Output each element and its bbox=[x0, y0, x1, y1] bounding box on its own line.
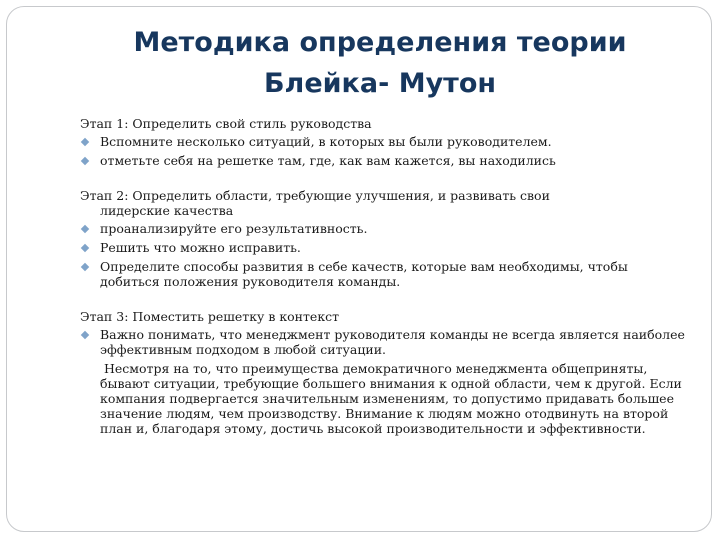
list-item-text: Решить что можно исправить. bbox=[100, 240, 301, 255]
list-item bbox=[80, 259, 685, 289]
stage-3-heading: Этап 3: Поместить решетку в контекст bbox=[80, 309, 340, 324]
diamond-bullet-icon bbox=[81, 331, 89, 339]
slide-content bbox=[80, 116, 685, 456]
stage-2 bbox=[80, 188, 685, 289]
list-item-text: Вспомните несколько ситуаций, в которых вы были руководителем. bbox=[100, 134, 552, 149]
stage-2-heading-line-2: лидерские качества bbox=[100, 203, 234, 218]
stage-1-heading: Этап 1: Определить свой стиль руководства bbox=[80, 116, 372, 131]
list-item-text: проанализируйте его результативность. bbox=[100, 221, 368, 236]
list-item-text: Определите способы развития в себе качеств, которые вам необходимы, чтобы добиться положения руководителя команды. bbox=[100, 259, 628, 289]
list-item bbox=[80, 153, 685, 168]
stage-3-note: Несмотря на то, что преимущества демократичного менеджмента общеприняты, бывают ситуации, требующие большего внимания к одной области, чем к другой. Если компания подвергается значительным изменениям, то допустимо придавать большее значение людям, чем производству. Внимание к людям можно отодвинуть на второй план и, благодаря этому, достичь высокой производительности и эффективности. bbox=[100, 361, 682, 436]
list-item bbox=[80, 240, 685, 255]
stage-2-heading bbox=[80, 188, 685, 218]
diamond-bullet-icon bbox=[81, 225, 89, 233]
list-item bbox=[80, 134, 685, 149]
list-item-text: Важно понимать, что менеджмент руководителя команды не всегда является наиболее эффективным подходом в любой ситуации. bbox=[100, 327, 685, 357]
slide-title-line-1: Методика определения теории bbox=[133, 27, 627, 58]
stage-2-heading-line-1: Этап 2: Определить области, требующие улучшения, и развивать свои bbox=[80, 188, 550, 203]
diamond-bullet-icon bbox=[81, 244, 89, 252]
slide-title bbox=[100, 22, 660, 104]
stage-1 bbox=[80, 116, 685, 168]
list-item bbox=[80, 221, 685, 236]
diamond-bullet-icon bbox=[81, 157, 89, 165]
slide-title-line-2: Блейка- Мутон bbox=[263, 68, 497, 99]
stage-3 bbox=[80, 309, 685, 436]
diamond-bullet-icon bbox=[81, 263, 89, 271]
list-item bbox=[80, 327, 685, 357]
list-item-text: отметьте себя на решетке там, где, как вам кажется, вы находились bbox=[100, 153, 556, 168]
diamond-bullet-icon bbox=[81, 138, 89, 146]
